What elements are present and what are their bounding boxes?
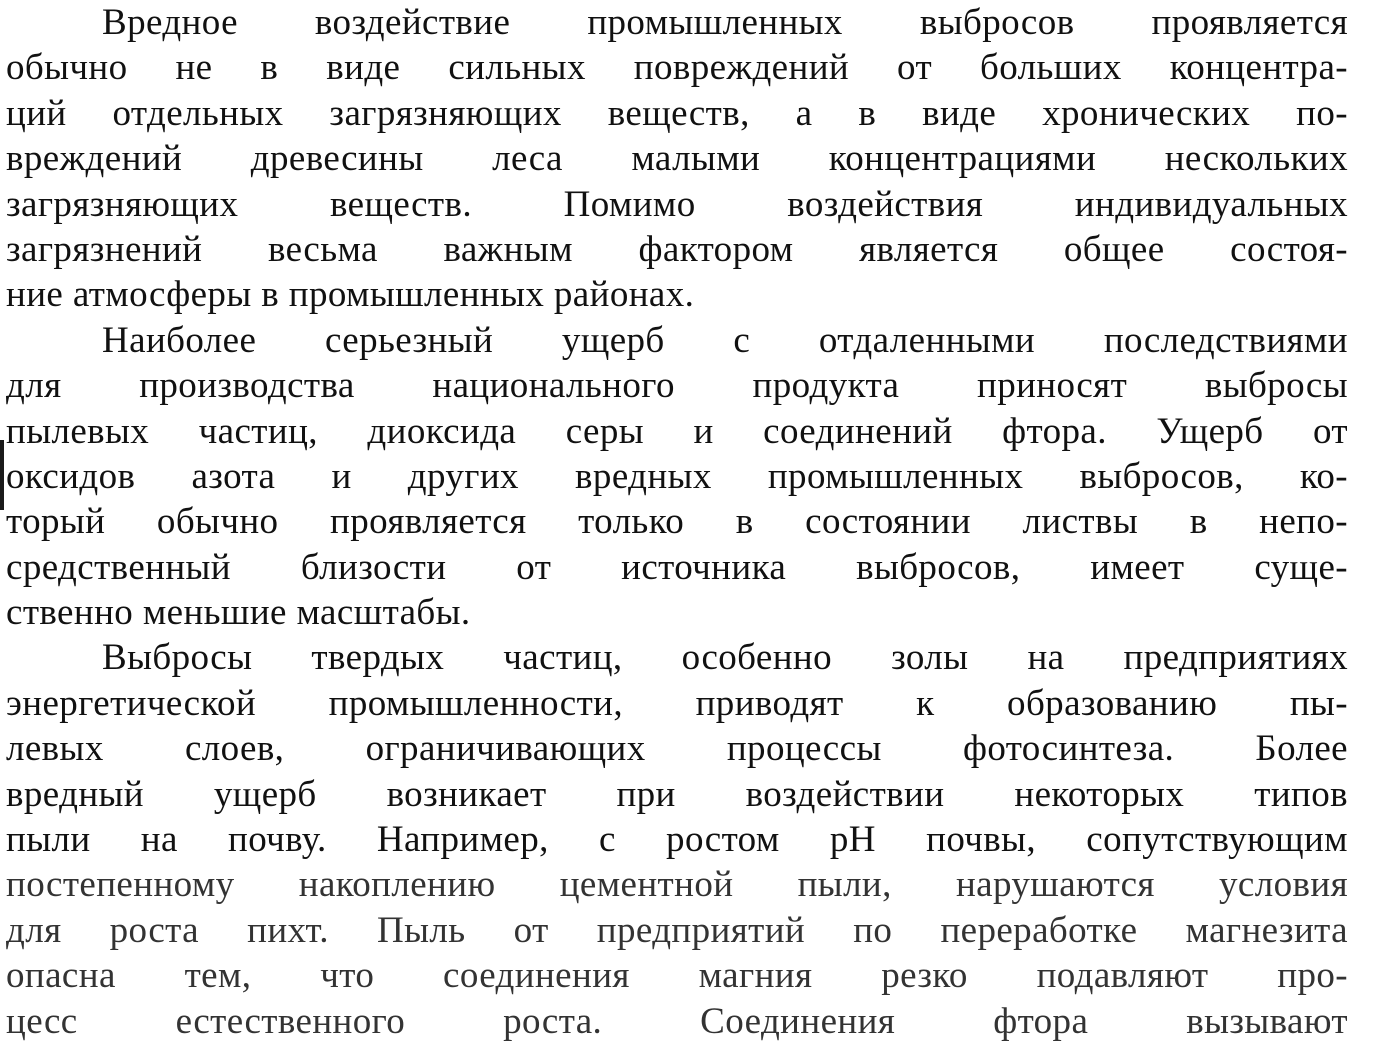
text-line: опасна тем, что соединения магния резко подавляют про- xyxy=(6,955,1348,997)
scan-edge-mark xyxy=(0,440,4,510)
text-line: Наиболее серьезный ущерб с отдаленными последствиями xyxy=(102,319,1348,361)
text-line: Вредное воздействие промышленных выбросов проявляется xyxy=(102,2,1348,43)
text-line: пыли на почву. Например, с ростом рН почвы, сопутствующим xyxy=(6,819,1348,861)
text-line: вреждений древесины леса малыми концентрациями нескольких xyxy=(6,138,1348,180)
text-line: вредный ущерб возникает при воздействии некоторых типов xyxy=(6,773,1348,815)
text-line: энергетической промышленности, приводят к образованию пы- xyxy=(6,682,1348,724)
text-line: цесс естественного роста. Соединения фтора вызывают xyxy=(6,1000,1348,1042)
text-line: торый обычно проявляется только в состоянии листвы в непо- xyxy=(6,501,1348,543)
text-line: средственный близости от источника выбросов, имеет суще- xyxy=(6,546,1348,588)
text-line: ние атмосферы в промышленных районах. xyxy=(6,274,695,316)
text-line: обычно не в виде сильных повреждений от больших концентра- xyxy=(6,47,1348,89)
paragraph-2 xyxy=(6,318,1348,636)
text-line: оксидов азота и других вредных промышленных выбросов, ко- xyxy=(6,455,1348,497)
paragraph-1 xyxy=(6,0,1348,318)
text-line: постепенному накоплению цементной пыли, нарушаются условия xyxy=(6,864,1348,906)
text-line: Выбросы твердых частиц, особенно золы на предприятиях xyxy=(102,637,1348,679)
text-line: для производства национального продукта приносят выбросы xyxy=(6,365,1348,407)
text-line: пылевых частиц, диоксида серы и соединений фтора. Ущерб от xyxy=(6,410,1348,452)
text-line: ций отдельных загрязняющих веществ, а в виде хронических по- xyxy=(6,92,1348,134)
document-text xyxy=(6,0,1348,1044)
text-line: для роста пихт. Пыль от предприятий по переработке магнезита xyxy=(6,909,1348,951)
text-line: ственно меньшие масштабы. xyxy=(6,592,471,634)
text-line: загрязнений весьма важным фактором является общее состоя- xyxy=(6,228,1348,270)
text-line: левых слоев, ограничивающих процессы фотосинтеза. Более xyxy=(6,728,1348,770)
paragraph-3 xyxy=(6,635,1348,1044)
text-line: загрязняющих веществ. Помимо воздействия индивидуальных xyxy=(6,183,1348,225)
